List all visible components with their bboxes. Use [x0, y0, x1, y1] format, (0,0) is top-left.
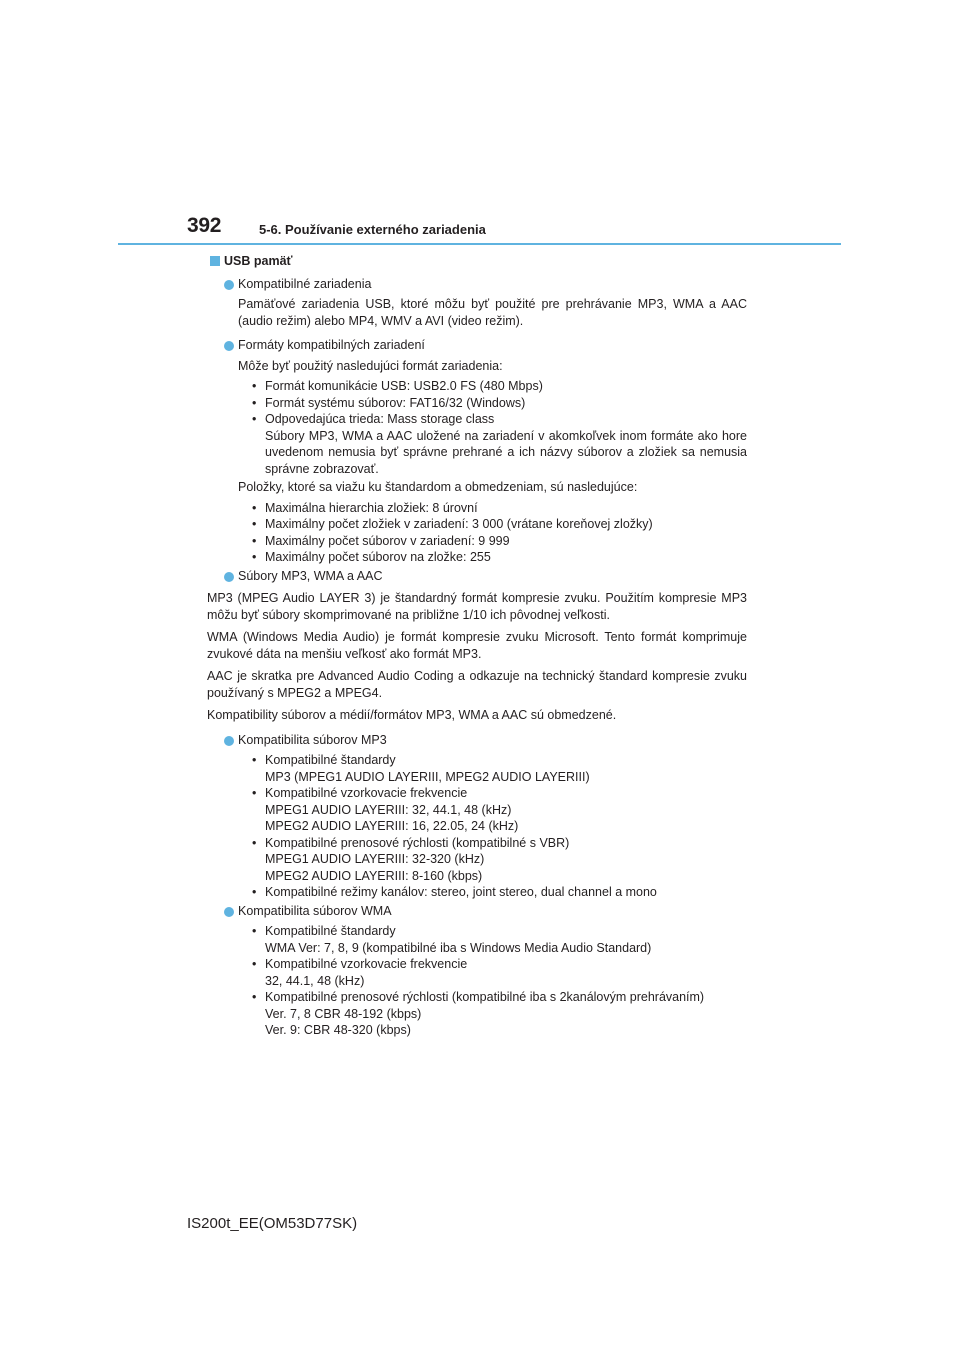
mp3-list [238, 752, 747, 901]
subheading-mp3 [207, 732, 747, 749]
subheading-text: Kompatibilné zariadenia [238, 276, 372, 291]
limits-list [238, 500, 747, 566]
list-item-value: WMA Ver: 7, 8, 9 (kompatibilné iba s Windows Media Audio Standard) [265, 940, 652, 955]
list-item-label: • Kompatibilné štandardy [265, 753, 396, 767]
list-item [252, 411, 747, 477]
list-item: • Maximálny počet súborov na zložke: 255 [252, 549, 747, 566]
list-item-label: • Kompatibilné režimy kanálov: stereo, joint stereo, dual channel a mono [265, 885, 657, 899]
compatible-devices-text: Pamäťové zariadenia USB, ktoré môžu byť použité pre prehrávanie MP3, WMA a AAC (audio režim) alebo MP4, WMV a AVI (video režim). [238, 297, 747, 328]
section-heading [207, 253, 747, 270]
list-item [252, 956, 747, 989]
list-item-label: • Kompatibilné vzorkovacie frekvencie [265, 957, 468, 971]
subheading-compatible-devices [207, 276, 747, 293]
page-header [187, 214, 847, 244]
document-id: IS200t_EE(OM53D77SK) [187, 1215, 358, 1232]
subheading-text: Formáty kompatibilných zariadení [238, 338, 425, 352]
circle-bullet-icon [224, 572, 234, 582]
list-item [252, 884, 747, 901]
subheading-formats [207, 337, 747, 354]
list-item [252, 923, 747, 956]
list-item-value: MPEG1 AUDIO LAYERIII: 32, 44.1, 48 (kHz) [265, 802, 512, 817]
mp3-block [207, 752, 747, 901]
list-item: • Maximálny počet zložiek v zariadení: 3 000 (vrátane koreňovej zložky) [252, 516, 747, 533]
square-bullet-icon [210, 256, 220, 266]
subheading-files [207, 568, 747, 585]
circle-bullet-icon [224, 280, 234, 290]
subheading-wma [207, 903, 747, 920]
formats-block [207, 358, 747, 566]
formats-note: Súbory MP3, WMA a AAC uložené na zariadení v akomkoľvek inom formáte ako hore uvedenom nemusia byť správne prehrané a ich názvy súborov a zložiek sa nemusia správne zobrazovať. [265, 428, 747, 476]
section-title: 5-6. Používanie externého zariadenia [259, 222, 486, 237]
list-item [252, 752, 747, 785]
list-item-value: MPEG2 AUDIO LAYERIII: 8-160 (kbps) [265, 868, 483, 883]
list-item [252, 785, 747, 835]
wma-list [238, 923, 747, 1039]
list-item: • Formát systému súborov: FAT16/32 (Windows) [252, 395, 747, 412]
list-item: • Maximálny počet súborov v zariadení: 9 999 [252, 533, 747, 550]
limits-intro: Položky, ktoré sa viažu ku štandardom a obmedzeniam, sú nasledujúce: [238, 480, 638, 494]
list-item [252, 835, 747, 885]
list-item-value: Ver. 7, 8 CBR 48-192 (kbps) [265, 1006, 422, 1021]
files-paragraph: AAC je skratka pre Advanced Audio Coding a odkazuje na technický štandard kompresie zvuku používaný s MPEG2 a MPEG4. [207, 669, 747, 700]
list-item [252, 989, 747, 1039]
section-heading-text: USB pamäť [224, 254, 293, 268]
list-item-value: MPEG1 AUDIO LAYERIII: 32-320 (kHz) [265, 852, 485, 866]
list-item-label: • Kompatibilné prenosové rýchlosti (kompatibilné iba s 2kanálovým prehrávaním) [265, 990, 705, 1004]
header-rule [118, 243, 841, 245]
list-item-value: Ver. 9: CBR 48-320 (kbps) [265, 1023, 411, 1037]
wma-block [207, 923, 747, 1039]
circle-bullet-icon [224, 907, 234, 917]
circle-bullet-icon [224, 736, 234, 746]
subheading-text: Kompatibilita súborov MP3 [238, 732, 387, 747]
list-item-label: • Kompatibilné vzorkovacie frekvencie [265, 786, 468, 800]
list-item-value: MP3 (MPEG1 AUDIO LAYERIII, MPEG2 AUDIO LAYERIII) [265, 769, 590, 784]
files-paragraph: MP3 (MPEG Audio LAYER 3) je štandardný formát kompresie zvuku. Použitím kompresie MP3 môžu byť súbory skomprimované na približne 1/10 ich pôvodnej veľkosti. [207, 591, 747, 622]
files-paragraph: Kompatibility súborov a médií/formátov MP3, WMA a AAC sú obmedzené. [207, 708, 617, 722]
subheading-text: Súbory MP3, WMA a AAC [238, 568, 383, 583]
formats-list [238, 378, 747, 477]
list-item-label: • Kompatibilné prenosové rýchlosti (kompatibilné s VBR) [265, 835, 570, 850]
list-item: • Formát komunikácie USB: USB2.0 FS (480 Mbps) [252, 378, 747, 395]
list-item-label: • Kompatibilné štandardy [265, 924, 396, 938]
list-item-value: 32, 44.1, 48 (kHz) [265, 973, 365, 988]
formats-intro: Môže byť použitý nasledujúci formát zariadenia: [238, 358, 503, 373]
page-number: 392 [187, 214, 222, 237]
list-item-label: • Odpovedajúca trieda: Mass storage class [265, 412, 495, 426]
files-paragraph: WMA (Windows Media Audio) je formát kompresie zvuku Microsoft. Tento formát komprimuje zvukové dáta na menšiu veľkosť ako formát MP3. [207, 630, 747, 661]
page-content [207, 253, 747, 1039]
list-item-value: MPEG2 AUDIO LAYERIII: 16, 22.05, 24 (kHz) [265, 819, 519, 833]
subheading-text: Kompatibilita súborov WMA [238, 903, 392, 918]
circle-bullet-icon [224, 341, 234, 351]
list-item: • Maximálna hierarchia zložiek: 8 úrovní [252, 500, 747, 517]
